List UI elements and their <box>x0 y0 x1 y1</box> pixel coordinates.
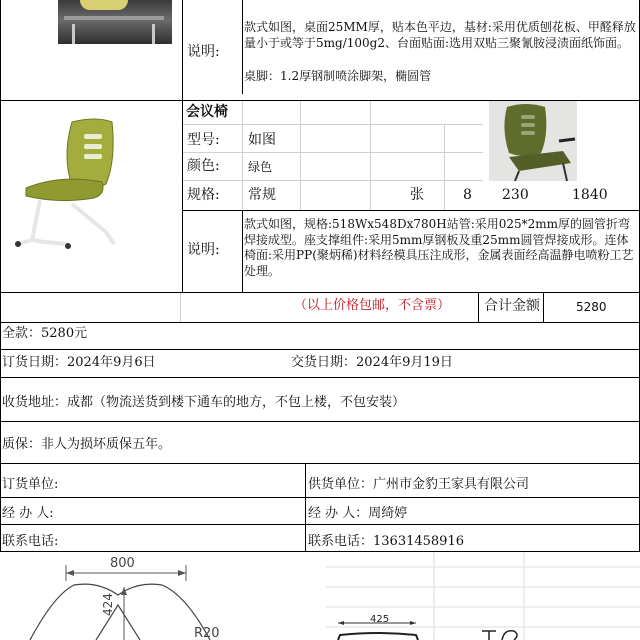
drawing-left <box>0 551 304 640</box>
dim-width: 800 <box>110 556 135 571</box>
chair-model-label: 型号: <box>187 132 220 148</box>
supplier-phone: 联系电话：13631458916 <box>308 534 464 549</box>
dim-small: 425 <box>370 614 390 625</box>
chair-price: 230 <box>502 187 529 203</box>
buyer-phone: 联系电话: <box>2 534 59 549</box>
price-note: （以上价格包邮，不含票） <box>294 298 451 313</box>
supplier-unit: 供货单位：广州市金豹王家具有限公司 <box>308 477 530 492</box>
chair-spec: 常规 <box>248 187 276 203</box>
chair-title: 会议椅 <box>186 104 228 120</box>
total-value: 5280 <box>576 300 607 314</box>
table-desc-legs: 桌脚：1.2厚钢制喷涂脚架，椭圆管 <box>244 69 432 83</box>
chair-qty: 8 <box>463 187 472 203</box>
delivery-address: 收货地址：成都（物流送货到楼下通车的地方，不包上楼，不包安装） <box>2 395 406 410</box>
order-date: 订货日期：2024年9月6日 <box>2 355 156 370</box>
buyer-agent: 经 办 人: <box>2 506 54 521</box>
chair-spec-label: 规格: <box>187 187 220 203</box>
chair-desc-label: 说明: <box>187 242 220 258</box>
dim-height: 424 <box>101 593 115 616</box>
chair-thumbnail <box>489 101 577 181</box>
total-label: 合计金额 <box>484 298 540 314</box>
supplier-agent: 经 办 人：周绮婷 <box>308 506 408 521</box>
table-photo <box>58 0 172 44</box>
chair-desc: 款式如图，规格:518Wx548Dx780H站管:采用025*2mm厚的圆管折弯焊接成型。座支撑组件:采用5mm厚钢板及重25mm圆管焊接成形。连体椅面:采用PP(聚炳稀)材料经模具压注成形，金属表面经高温静电喷粉工艺处理。 <box>244 217 634 278</box>
chair-model: 如图 <box>248 132 276 148</box>
chair-unit: 张 <box>410 187 424 203</box>
chair-amount: 1840 <box>572 187 608 203</box>
delivery-date: 交货日期：2024年9月19日 <box>291 355 453 370</box>
full-payment: 全款：5280元 <box>2 326 88 341</box>
table-desc: 款式如图，桌面25MM厚，贴本色平边，基材:采用优质刨花板、甲醛释放量小于或等于5mg/100g2、台面贴面:选用双贴三聚氰胺浸渍面纸饰面。 <box>244 20 636 50</box>
chair-color: 绿色 <box>248 160 273 174</box>
buyer-unit: 订货单位: <box>2 477 59 492</box>
warranty: 质保：非人为损坏质保五年。 <box>2 437 172 452</box>
table-desc-label: 说明: <box>187 44 220 60</box>
chair-photo <box>10 112 170 262</box>
chair-color-label: 颜色: <box>187 158 220 174</box>
dim-radius: R20 <box>194 626 220 640</box>
